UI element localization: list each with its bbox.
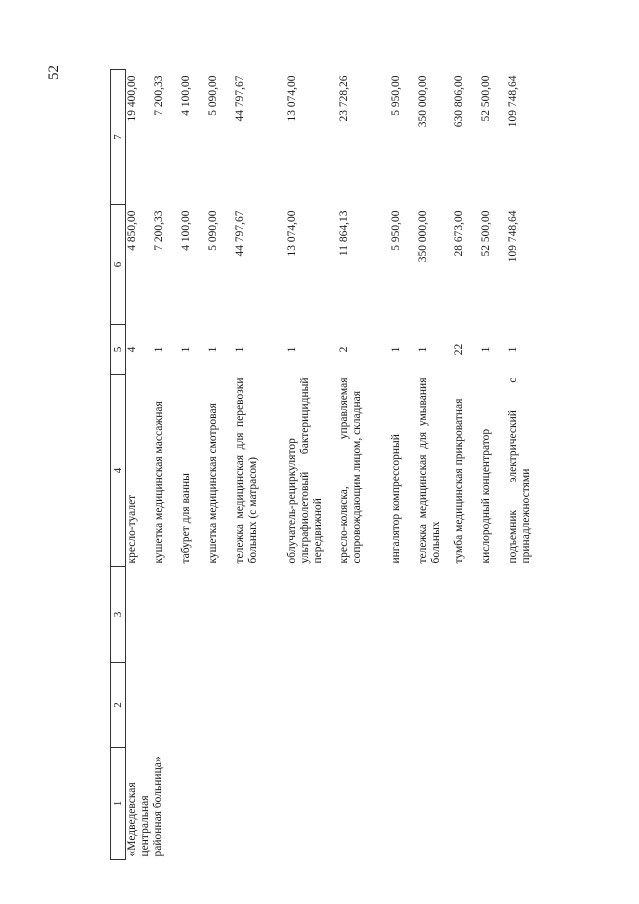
item-total: 109 748,64 xyxy=(507,75,519,128)
item-name: подъемник электрический с принадлежностями xyxy=(507,377,533,564)
item-name: кресло-туалет xyxy=(126,494,138,564)
item-total: 19 400,00 xyxy=(126,75,138,122)
item-total: 23 728,26 xyxy=(338,75,350,122)
item-total: 44 797,67 xyxy=(234,75,246,122)
item-price: 5 090,00 xyxy=(207,210,219,251)
item-total: 4 100,00 xyxy=(180,75,192,116)
rotated-table-container xyxy=(110,70,533,860)
item-name: кислородный концентратор xyxy=(480,428,492,564)
item-price: 5 950,00 xyxy=(390,210,402,251)
item-price: 44 797,67 xyxy=(234,210,246,257)
item-quantity: 1 xyxy=(286,346,298,353)
equipment-table xyxy=(110,69,543,860)
item-price: 11 864,13 xyxy=(338,210,350,257)
item-name: табурет для ванны xyxy=(180,473,192,564)
item-price: 28 673,00 xyxy=(453,210,465,257)
item-total: 52 500,00 xyxy=(480,75,492,122)
item-price: 350 000,00 xyxy=(417,210,429,263)
item-total: 5 090,00 xyxy=(207,75,219,116)
item-total: 350 000,00 xyxy=(417,75,429,128)
item-quantity: 1 xyxy=(417,346,429,353)
item-total: 13 074,00 xyxy=(286,75,298,122)
item-total: 7 200,33 xyxy=(153,75,165,116)
item-name: кушетка медицинская смотровая xyxy=(207,403,219,564)
column-header-2: 2 xyxy=(111,663,126,748)
item-quantity: 1 xyxy=(153,346,165,353)
item-quantity: 1 xyxy=(507,346,519,353)
item-price: 7 200,33 xyxy=(153,210,165,251)
item-total: 5 950,00 xyxy=(390,75,402,116)
page-number: 52 xyxy=(46,65,62,80)
column-header-5: 5 xyxy=(111,325,126,375)
table-row xyxy=(126,70,154,860)
header-row xyxy=(111,70,126,860)
item-quantity: 1 xyxy=(390,346,402,353)
item-price: 52 500,00 xyxy=(480,210,492,257)
item-price: 109 748,64 xyxy=(507,210,519,263)
column-header-1: 1 xyxy=(111,748,126,860)
item-quantity: 22 xyxy=(453,343,465,356)
item-quantity: 1 xyxy=(180,346,192,353)
item-quantity: 2 xyxy=(338,346,350,353)
item-name: ингалятор компрессорный xyxy=(390,434,402,564)
column-header-4: 4 xyxy=(111,375,126,567)
item-name: тумба медицинская прикроватная xyxy=(453,398,465,564)
item-quantity: 1 xyxy=(480,346,492,353)
item-price: 4 100,00 xyxy=(180,210,192,251)
item-name: кушетка медицинская массажная xyxy=(153,401,165,564)
empty-cell xyxy=(126,663,544,748)
item-quantity: 1 xyxy=(234,346,246,353)
item-price: 13 074,00 xyxy=(286,210,298,257)
organization-name: «Медведевская центральная районная больница» xyxy=(126,756,165,857)
item-name: тележка медицинская для перевозки больных (с матрасом) xyxy=(234,377,260,564)
empty-cell xyxy=(126,567,544,663)
item-total: 630 806,00 xyxy=(453,75,465,128)
column-header-7: 7 xyxy=(111,70,126,205)
item-name: кресло-коляска, управляемая сопровождающим лицом, складная xyxy=(338,377,364,564)
item-name: облучатель-рециркулятор ультрафиолетовый бактерицидный передвижной xyxy=(286,377,325,564)
column-header-6: 6 xyxy=(111,205,126,325)
column-header-3: 3 xyxy=(111,567,126,663)
item-quantity: 1 xyxy=(207,346,219,353)
item-price: 4 850,00 xyxy=(126,210,138,251)
item-name: тележка медицинская для умывания больных xyxy=(417,377,443,564)
item-quantity: 4 xyxy=(126,346,138,353)
